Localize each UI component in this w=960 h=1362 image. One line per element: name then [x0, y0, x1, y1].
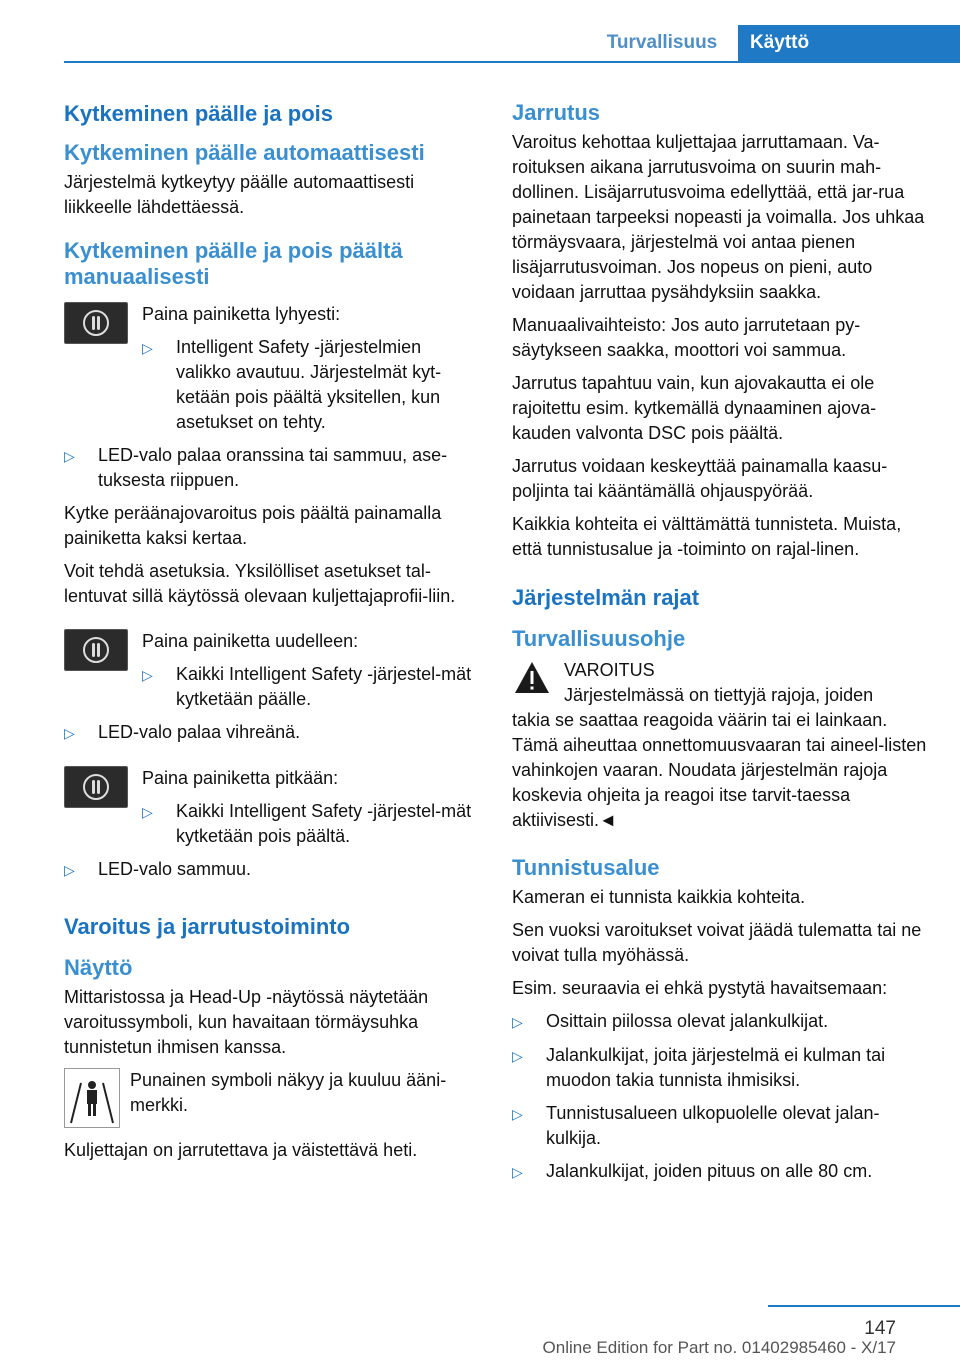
symbol-row: [64, 1068, 479, 1128]
triangle-right-icon: ▷: [512, 1014, 523, 1030]
bullet-text: Tunnistusalueen ulkopuolelle olevat jalan-kulkija.: [546, 1103, 880, 1148]
left-column: [64, 100, 479, 1171]
paragraph-t2: Sen vuoksi varoitukset voivat jäädä tulematta tai ne voivat tulla myöhässä.: [512, 920, 922, 965]
triangle-right-icon: ▷: [142, 667, 153, 683]
list-item: [512, 1043, 927, 1093]
triangle-right-icon: ▷: [512, 1106, 523, 1122]
bullet-text: Jalankulkijat, joiden pituus on alle 80 cm.: [546, 1161, 873, 1181]
bullet-text: Intelligent Safety -järjestelmien valikko avautuu. Järjestelmät kyt-ketään pois päältä yksitellen, kun asetukset on tehty.: [176, 337, 442, 432]
right-column: [512, 100, 927, 1193]
list-item: [142, 335, 479, 435]
triangle-right-icon: ▷: [64, 725, 75, 741]
warning-triangle-icon: [512, 658, 552, 698]
list-item: [142, 799, 479, 849]
list-item: [64, 443, 479, 493]
warning-title: VAROITUS: [564, 660, 655, 680]
triangle-right-icon: ▷: [64, 448, 75, 464]
paragraph-naytto: Mittaristossa ja Head-Up -näytössä näytetään varoitussymboli, kun havaitaan törmäysuhka tunnistetun ihmisen kanssa.: [64, 987, 429, 1057]
paragraph-kytke: Kytke peräänajovaroitus pois päältä painamalla painiketta kaksi kertaa.: [64, 503, 442, 548]
heading-tunnistusalue: Tunnistusalue: [512, 855, 660, 880]
paragraph-jarrutus-2: Manuaalivaihteisto: Jos auto jarrutetaan py-säytykseen saakka, moottori voi sammua.: [512, 315, 861, 360]
triangle-right-icon: ▷: [512, 1048, 523, 1064]
bullet-text: Kaikki Intelligent Safety -järjestel-mät kytketään pois päältä.: [176, 801, 472, 846]
button-row-2: [64, 629, 479, 720]
paragraph-jarrutus-4: Jarrutus voidaan keskeyttää painamalla kaasu-poljinta tai kääntämällä ohjauspyörää.: [512, 456, 888, 501]
list-item: [64, 857, 479, 883]
paragraph-t1: Kameran ei tunnista kaikkia kohteita.: [512, 887, 806, 907]
list-item: [142, 662, 479, 712]
symbol-text: Punainen symboli näkyy ja kuuluu ääni-merkki.: [130, 1070, 447, 1115]
bullet-text: LED-valo sammuu.: [98, 859, 252, 879]
list-item: [512, 1159, 927, 1185]
bullet-text: Jalankulkijat, joita järjestelmä ei kulman tai muodon takia tunnista ihmisiksi.: [546, 1045, 886, 1090]
pedestrian-warning-icon: [64, 1068, 120, 1128]
heading-turvallisuusohje: Turvallisuusohje: [512, 626, 686, 651]
bullet-text: LED-valo palaa vihreänä.: [98, 722, 301, 742]
list-item: [512, 1009, 927, 1035]
intelligent-safety-button-icon: [64, 302, 128, 344]
heading-rajat: Järjestelmän rajat: [512, 585, 700, 610]
bullet-text: LED-valo palaa oranssina tai sammuu, ase-tuksesta riippuen.: [98, 445, 448, 490]
triangle-right-icon: ▷: [142, 804, 153, 820]
button1-label: Paina painiketta lyhyesti:: [142, 304, 341, 324]
heading-jarrutus: Jarrutus: [512, 100, 601, 125]
header-tab-kaytto: Käyttö: [738, 25, 960, 61]
bullet-text: Kaikki Intelligent Safety -järjestel-mät kytketään päälle.: [176, 664, 472, 709]
heading-naytto: Näyttö: [64, 955, 133, 980]
page-number: 147: [864, 1318, 896, 1339]
header-rule: [64, 61, 960, 63]
paragraph-auto: Järjestelmä kytkeytyy päälle automaattisesti liikkeelle lähdettäessä.: [64, 172, 415, 217]
list-item: [64, 720, 479, 746]
footer-rule: [768, 1305, 960, 1307]
list-item: [512, 1101, 927, 1151]
triangle-right-icon: ▷: [142, 340, 153, 356]
heading-manuaalisesti: Kytkeminen päälle ja pois päältä manuaalisesti: [64, 238, 403, 289]
triangle-right-icon: ▷: [512, 1164, 523, 1180]
footer-edition: Online Edition for Part no. 01402985460 - X/17: [542, 1338, 896, 1357]
button2-label: Paina painiketta uudelleen:: [142, 631, 359, 651]
paragraph-jarrutus-3: Jarrutus tapahtuu vain, kun ajovakautta ei ole rajoitettu esim. kytkemällä dynaaminen ajova-kauden valvonta DSC pois päältä.: [512, 373, 877, 443]
paragraph-voit: Voit tehdä asetuksia. Yksilölliset asetukset tal-lentuvat sillä käytössä olevaan kuljettajaprofii-liin.: [64, 561, 456, 606]
triangle-right-icon: ▷: [64, 862, 75, 878]
paragraph-jarrutus-1: Varoitus kehottaa kuljettajaa jarruttamaan. Va-roituksen aikana jarrutusvoima on suurin mah-dollinen. Lisäjarrutusvoima edellyttää, että jar-rua painetaan tarpeeksi nopeasti ja voimalla. Jos uhkaa törmäysvaara, järjestelmä voi antaa pienen lisäjarrutusvoiman. Jos nopeus on pieni, auto voidaan jarruttaa pysähdyksiin saakka.: [512, 132, 925, 302]
heading-varoitus: Varoitus ja jarrutustoiminto: [64, 914, 351, 939]
heading-kytkeminen: Kytkeminen päälle ja pois: [64, 101, 333, 126]
heading-automaattisesti: Kytkeminen päälle automaattisesti: [64, 140, 425, 165]
paragraph-kuljettaja: Kuljettajan on jarrutettava ja väistettävä heti.: [64, 1140, 418, 1160]
warning-row: [512, 658, 927, 708]
warning-text: takia se saattaa reagoida väärin tai ei lainkaan. Tämä aiheuttaa onnettomuusvaaran tai aineel-listen vahinkojen vaaran. Noudata järjestelmän rajoja koskevia ohjeita ja reagoi itse tarvit-taessa aktiivisesti.◄: [512, 710, 927, 830]
intelligent-safety-button-icon: [64, 629, 128, 671]
bullet-text: Osittain piilossa olevat jalankulkijat.: [546, 1011, 829, 1031]
button-row-3: [64, 766, 479, 857]
button3-label: Paina painiketta pitkään:: [142, 768, 339, 788]
paragraph-jarrutus-5: Kaikkia kohteita ei välttämättä tunnisteta. Muista, että tunnistusalue ja -toiminto on rajal-linen.: [512, 514, 902, 559]
warning-first-line: Järjestelmässä on tiettyjä rajoja, joiden: [564, 685, 874, 705]
paragraph-t3: Esim. seuraavia ei ehkä pystytä havaitsemaan:: [512, 978, 888, 998]
header-tab-turvallisuus: Turvallisuus: [588, 25, 736, 61]
intelligent-safety-button-icon: [64, 766, 128, 808]
button-row-1: [64, 302, 479, 443]
